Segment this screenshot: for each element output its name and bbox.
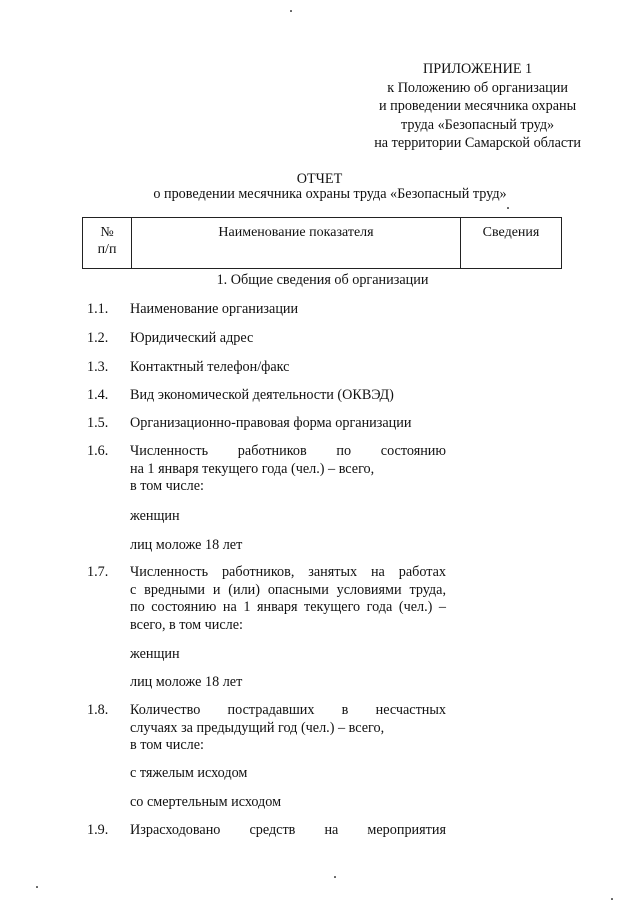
item-text: Контактный телефон/факс — [130, 359, 290, 375]
item-text-line: по состоянию на 1 января текущего года (чел.) – — [130, 599, 446, 615]
sub-item: со смертельным исходом — [130, 794, 282, 810]
item-text-line: Численность работников, занятых на работах — [130, 564, 446, 580]
scan-speck — [334, 876, 336, 878]
item-text-line: в том числе: — [130, 737, 204, 753]
appendix-line: на территории Самарской области — [374, 135, 581, 151]
item-text: Наименование организации — [130, 301, 299, 317]
item-number: 1.4. — [87, 387, 109, 403]
item-text — [130, 822, 446, 840]
item-number: 1.2. — [87, 330, 109, 346]
sub-item: лиц моложе 18 лет — [130, 537, 243, 553]
item-number: 1.7. — [87, 564, 109, 580]
appendix-block — [374, 60, 581, 153]
item-number: 1.5. — [87, 415, 109, 431]
item-text — [130, 702, 446, 755]
header-cell-num — [83, 218, 132, 269]
item-text-line: Количество пострадавших в несчастных — [130, 702, 446, 718]
item-text-line: всего, в том числе: — [130, 616, 243, 633]
appendix-line: и проведении месячника охраны — [379, 98, 577, 114]
sub-item: женщин — [130, 646, 180, 662]
item-text-line: случаях за предыдущий год (чел.) – всего, — [130, 719, 385, 736]
report-subtitle: о проведении месячника охраны труда «Безопасный труд» — [153, 186, 507, 202]
item-text: Вид экономической деятельности (ОКВЭД) — [130, 387, 394, 403]
sub-item: женщин — [130, 508, 180, 524]
item-text-line: с вредными и (или) опасными условиями труда, — [130, 581, 446, 598]
scan-speck — [611, 898, 613, 900]
item-number: 1.8. — [87, 702, 109, 718]
item-number: 1.3. — [87, 359, 109, 375]
item-text: Юридический адрес — [130, 330, 254, 346]
sub-item: с тяжелым исходом — [130, 765, 248, 781]
header-table — [82, 217, 562, 269]
item-text: Организационно-правовая форма организации — [130, 415, 412, 431]
section-title: 1. Общие сведения об организации — [216, 272, 429, 288]
sub-item: лиц моложе 18 лет — [130, 674, 243, 690]
item-number: 1.9. — [87, 822, 109, 838]
item-text-line: Численность работников по состоянию — [130, 443, 446, 459]
item-text — [130, 443, 446, 496]
appendix-line: к Положению об организации — [387, 79, 568, 96]
item-text-line: на 1 января текущего года (чел.) – всего, — [130, 460, 375, 477]
item-number: 1.1. — [87, 301, 109, 317]
appendix-line: труда «Безопасный труд» — [401, 116, 555, 133]
header-row — [83, 218, 562, 269]
item-text-line: в том числе: — [130, 478, 204, 494]
item-text — [130, 564, 446, 634]
report-title: ОТЧЕТ — [296, 171, 343, 187]
item-text-line: Израсходовано средств на мероприятия — [130, 822, 446, 838]
header-cell-info: Сведения — [461, 218, 562, 269]
scan-speck — [36, 886, 38, 888]
header-num-label: № — [100, 225, 114, 240]
scan-speck — [290, 10, 292, 12]
header-num-label: п/п — [97, 242, 117, 257]
scan-speck — [507, 207, 509, 209]
header-cell-name: Наименование показателя — [132, 218, 461, 269]
appendix-title: ПРИЛОЖЕНИЕ 1 — [423, 61, 533, 77]
item-number: 1.6. — [87, 443, 109, 459]
